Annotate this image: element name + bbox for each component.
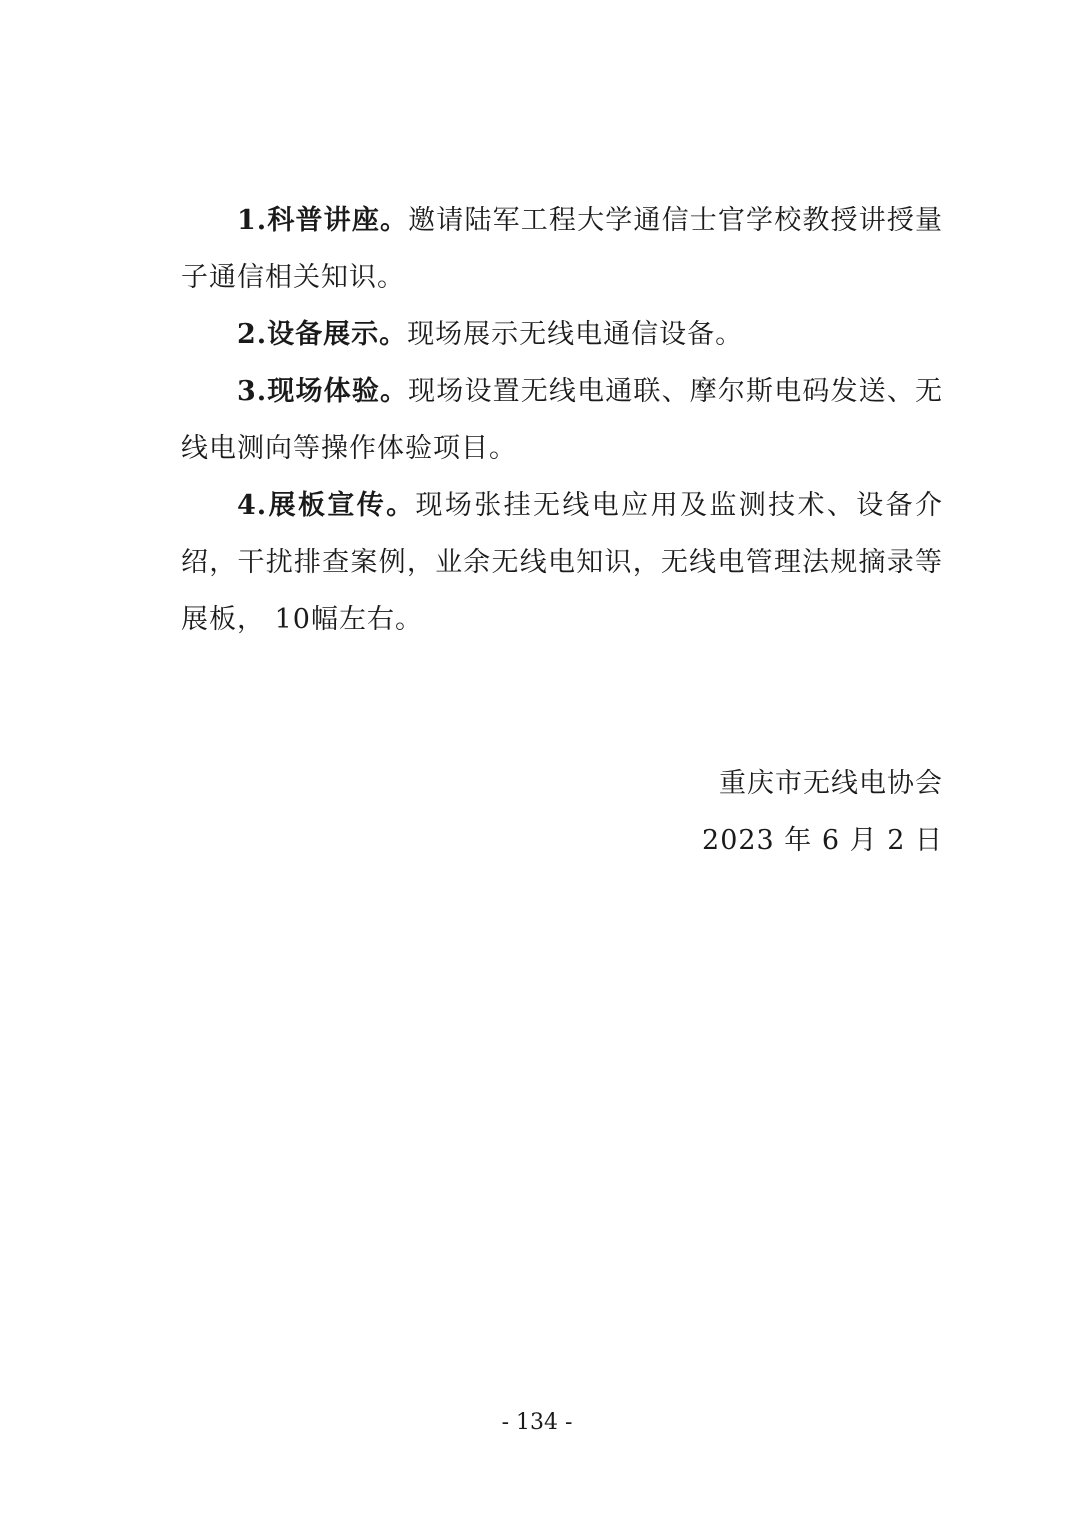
item-heading: 4.展板宣传。	[237, 490, 416, 521]
item-heading: 2.设备展示。	[237, 319, 408, 350]
item-text: 现场展示无线电通信设备。	[407, 319, 744, 350]
list-item	[181, 477, 943, 648]
list-item	[181, 192, 943, 306]
signature-date: 2023 年 6 月 2 日	[702, 825, 943, 856]
activity-list	[181, 192, 943, 648]
item-text: 现场张挂无线电应用及监测技术、设备介绍，干扰排查案例，业余无线电知识，无线电管理法规摘录等展板， 10幅左右。	[181, 490, 944, 635]
signature-block	[702, 755, 943, 869]
list-item	[181, 363, 943, 477]
list-item	[181, 306, 943, 363]
item-heading: 3.现场体验。	[237, 376, 409, 407]
page-number: - 134 -	[501, 1410, 573, 1435]
item-text: 邀请陆军工程大学通信士官学校教授讲授量子通信相关知识。	[181, 205, 943, 293]
signature-organization: 重庆市无线电协会	[719, 768, 943, 799]
item-text: 现场设置无线电通联、摩尔斯电码发送、无线电测向等操作体验项目。	[181, 376, 943, 464]
item-heading: 1.科普讲座。	[237, 205, 409, 236]
